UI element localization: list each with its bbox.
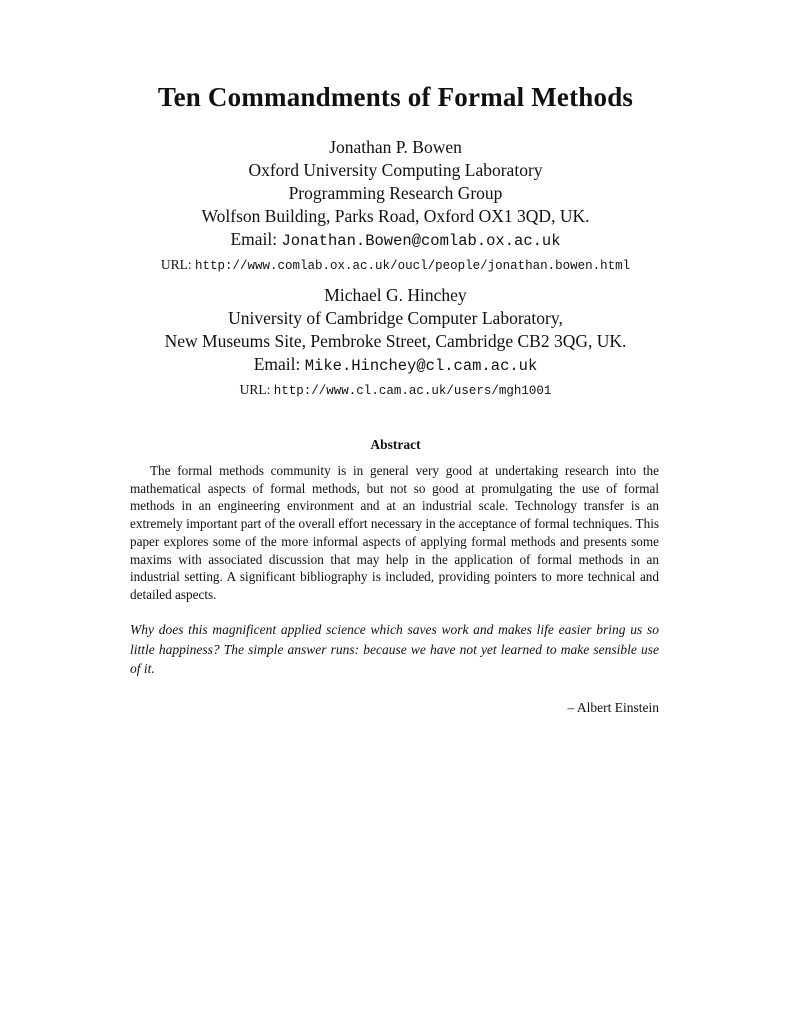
author-url: http://www.cl.cam.ac.uk/users/mgh1001 [273, 384, 552, 398]
paper-title: Ten Commandments of Formal Methods [157, 82, 634, 112]
author-affiliation: University of Cambridge Computer Laboratory, [228, 308, 563, 328]
author-affiliation: Oxford University Computing Laboratory [248, 160, 543, 180]
author-affiliation: Wolfson Building, Parks Road, Oxford OX1 3QD, UK. [201, 206, 590, 226]
author-email-line [0, 228, 791, 253]
author-name: Michael G. Hinchey [324, 285, 467, 305]
epigraph-quote: Why does this magnificent applied science which saves work and makes life easier bring us so little happiness? The simple answer runs: because we have not yet learned to make sensible use of it. [130, 622, 659, 676]
email-label: Email: [253, 354, 301, 374]
author-email: Jonathan.Bowen@comlab.ox.ac.uk [281, 232, 561, 250]
author-list [0, 136, 791, 401]
url-label: URL: [239, 382, 271, 397]
author-email-line [0, 353, 791, 378]
author-url-line [0, 255, 791, 276]
author-url-line [0, 380, 791, 401]
author-block-hinchey [0, 284, 791, 401]
abstract-text: The formal methods community is in general very good at undertaking research into the mathematical aspects of formal methods, but not so good at promulgating the use of formal methods in an engineering environment and at an industrial scale. Technology transfer is an extremely important part of the overall effort necessary in the acceptance of formal techniques. This paper explores some of the more informal aspects of applying formal methods and presents some maxims with associated discussion that may help in the application of formal methods in an industrial setting. A significant bibliography is included, providing pointers to more technical and detailed aspects. [130, 463, 659, 602]
author-url: http://www.comlab.ox.ac.uk/oucl/people/jonathan.bowen.html [195, 259, 631, 273]
author-email: Mike.Hinchey@cl.cam.ac.uk [304, 357, 538, 375]
author-affiliation: Programming Research Group [288, 183, 503, 203]
author-block-bowen [0, 136, 791, 276]
author-affiliation: New Museums Site, Pembroke Street, Cambridge CB2 3QG, UK. [164, 331, 627, 351]
epigraph-attribution: – Albert Einstein [567, 700, 659, 715]
email-label: Email: [230, 229, 278, 249]
url-label: URL: [160, 257, 192, 272]
author-name: Jonathan P. Bowen [329, 137, 462, 157]
abstract-heading: Abstract [370, 437, 421, 452]
